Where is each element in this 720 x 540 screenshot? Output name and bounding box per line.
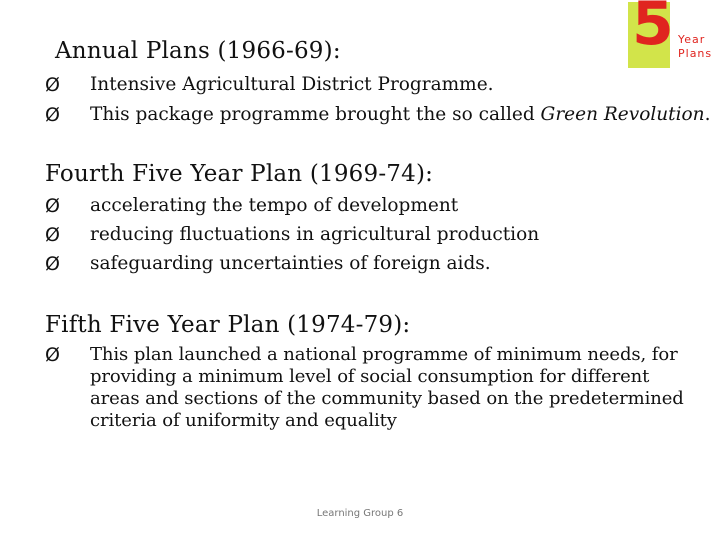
bullet-text: Intensive Agricultural District Programme. xyxy=(90,74,494,95)
heading-fourth-plan: Fourth Five Year Plan (1969-74): xyxy=(45,161,434,187)
bullet-text: safeguarding uncertainties of foreign aids. xyxy=(90,253,491,274)
arrow-bullet-icon: Ø xyxy=(45,74,60,96)
bullet-suffix: . xyxy=(704,104,711,125)
bullet-text: reducing fluctuations in agricultural production xyxy=(90,224,540,245)
footer-label: Learning Group 6 xyxy=(316,508,404,519)
bullet-paragraph: This plan launched a national programme of minimum needs, for providing a minimum level of social consumption for different areas and sections of the community based on the predetermined criteria of uniformity and equality xyxy=(90,344,684,431)
bullet-text: This package programme brought the so called xyxy=(90,104,541,125)
arrow-bullet-icon: Ø xyxy=(45,224,60,246)
logo-word-plans: Plans xyxy=(678,47,713,60)
emphasis-text: Green Revolution xyxy=(540,104,705,125)
five-year-plans-logo xyxy=(628,2,720,68)
logo-number: 5 xyxy=(632,0,674,59)
arrow-bullet-icon: Ø xyxy=(45,344,60,366)
bullet-text-with-emphasis xyxy=(90,104,710,125)
bullet-text: accelerating the tempo of development xyxy=(90,195,459,216)
logo-word-year: Year xyxy=(678,33,706,46)
arrow-bullet-icon: Ø xyxy=(45,104,60,126)
arrow-bullet-icon: Ø xyxy=(45,195,60,217)
heading-annual-plans: Annual Plans (1966-69): xyxy=(55,38,341,64)
heading-fifth-plan: Fifth Five Year Plan (1974-79): xyxy=(45,312,411,338)
arrow-bullet-icon: Ø xyxy=(45,253,60,275)
